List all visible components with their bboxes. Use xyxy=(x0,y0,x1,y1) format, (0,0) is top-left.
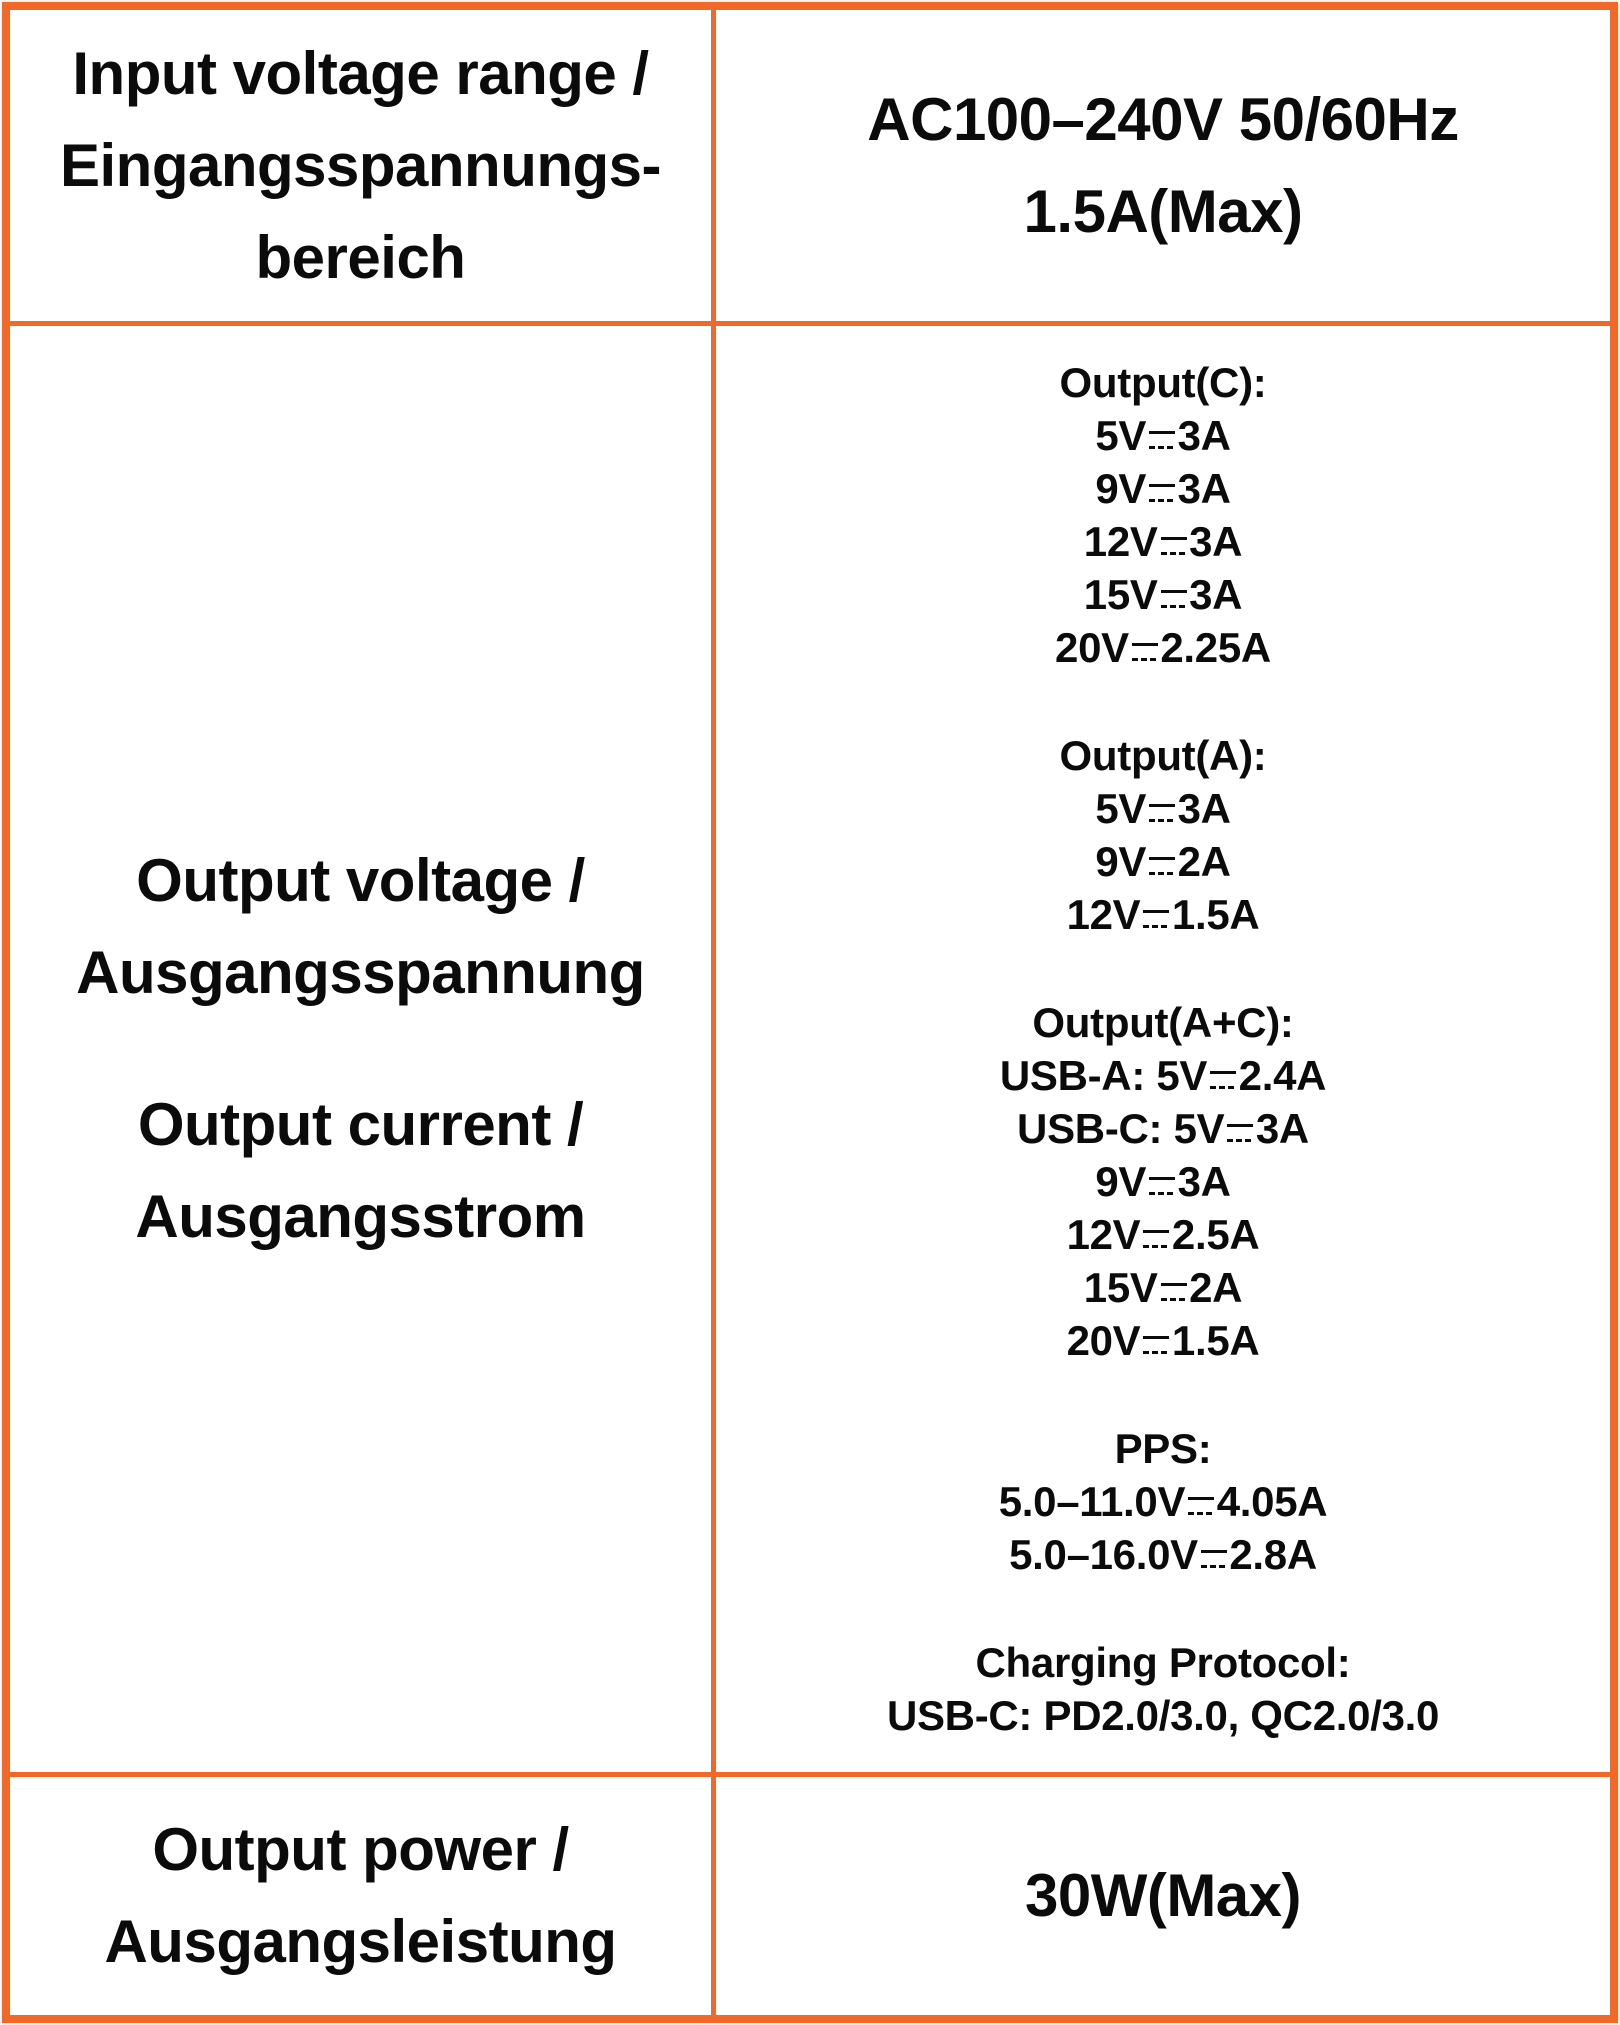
dc-symbol-icon xyxy=(1149,431,1175,450)
spec-value-line: 5V 3A xyxy=(1095,412,1231,459)
table-row xyxy=(10,1777,1610,2015)
spec-value-line: PPS: xyxy=(1114,1425,1212,1472)
value-group xyxy=(1055,356,1271,674)
value-group xyxy=(1060,729,1267,941)
spec-value-cell xyxy=(716,1777,1610,2015)
label-block xyxy=(104,1804,616,1988)
label-block xyxy=(135,1079,585,1263)
label-line: Output current / xyxy=(137,1091,584,1158)
spec-label-cell xyxy=(10,10,711,321)
dc-symbol-icon xyxy=(1210,1071,1236,1090)
spec-value-line: 9V 3A xyxy=(1095,465,1231,512)
label-block xyxy=(60,28,661,304)
dc-symbol-icon xyxy=(1188,1497,1214,1516)
spec-value-line: 12V 2.5A xyxy=(1066,1211,1260,1258)
dc-symbol-icon xyxy=(1161,537,1187,556)
spec-value-line: AC100–240V 50/60Hz xyxy=(867,85,1459,153)
value-group xyxy=(999,1422,1328,1581)
dc-symbol-icon xyxy=(1149,804,1175,823)
value-group xyxy=(1025,1850,1301,1942)
spec-value-line: 12V 3A xyxy=(1083,518,1243,565)
spec-value-line: 9V 2A xyxy=(1095,838,1231,885)
dc-symbol-icon xyxy=(1201,1550,1227,1569)
spec-value-line: Output(C): xyxy=(1059,359,1267,406)
spec-value-cell xyxy=(716,326,1610,1772)
table-row xyxy=(10,10,1610,321)
spec-label-cell xyxy=(10,326,711,1772)
dc-symbol-icon xyxy=(1132,643,1158,662)
dc-symbol-icon xyxy=(1161,590,1187,609)
dc-symbol-icon xyxy=(1149,1177,1175,1196)
label-line: Output voltage / xyxy=(136,847,585,914)
spec-value-line: 15V 3A xyxy=(1083,571,1243,618)
spec-value-line: 15V 2A xyxy=(1083,1264,1243,1311)
spec-value-line: Output(A+C): xyxy=(1032,999,1294,1046)
value-group xyxy=(887,1636,1439,1742)
spec-value-line: 20V 2.25A xyxy=(1055,624,1271,671)
spec-value-line: 30W(Max) xyxy=(1024,1862,1302,1929)
spec-value-line: 12V 1.5A xyxy=(1066,891,1260,938)
label-line: Ausgangsspannung xyxy=(76,939,645,1006)
spec-value-line: 9V 3A xyxy=(1095,1158,1231,1205)
value-group xyxy=(867,74,1458,258)
value-group xyxy=(1000,996,1326,1367)
dc-symbol-icon xyxy=(1149,857,1175,876)
dc-symbol-icon xyxy=(1149,484,1175,503)
spec-value-line: 20V 1.5A xyxy=(1066,1317,1260,1364)
label-line: Ausgangsleistung xyxy=(104,1908,617,1975)
label-line: Ausgangsstrom xyxy=(135,1183,586,1250)
spec-table xyxy=(2,2,1618,2023)
label-line: bereich xyxy=(255,223,466,291)
spec-value-line: 5V 3A xyxy=(1095,785,1231,832)
label-line: Input voltage range / xyxy=(72,39,649,107)
spec-label-cell xyxy=(10,1777,711,2015)
spec-value-line: USB-C: 5V 3A xyxy=(1017,1105,1309,1152)
spec-value-line: 5.0–16.0V 2.8A xyxy=(1009,1531,1317,1578)
label-line: Output power / xyxy=(152,1816,569,1883)
spec-value-line: 1.5A(Max) xyxy=(1023,177,1303,245)
dc-symbol-icon xyxy=(1161,1283,1187,1302)
spec-value-line: 5.0–11.0V 4.05A xyxy=(998,1478,1328,1525)
spec-value-line: Output(A): xyxy=(1059,732,1267,779)
table-row xyxy=(10,326,1610,1772)
dc-symbol-icon xyxy=(1143,1230,1169,1249)
spec-value-line: Charging Protocol: xyxy=(975,1639,1351,1686)
label-block xyxy=(76,835,645,1019)
dc-symbol-icon xyxy=(1227,1124,1253,1143)
label-line: Eingangsspannungs- xyxy=(59,131,662,199)
spec-value-line: USB-C: PD2.0/3.0, QC2.0/3.0 xyxy=(886,1692,1440,1739)
spec-value-line: USB-A: 5V 2.4A xyxy=(999,1052,1327,1099)
dc-symbol-icon xyxy=(1143,910,1169,929)
spec-value-cell xyxy=(716,10,1610,321)
dc-symbol-icon xyxy=(1143,1336,1169,1355)
